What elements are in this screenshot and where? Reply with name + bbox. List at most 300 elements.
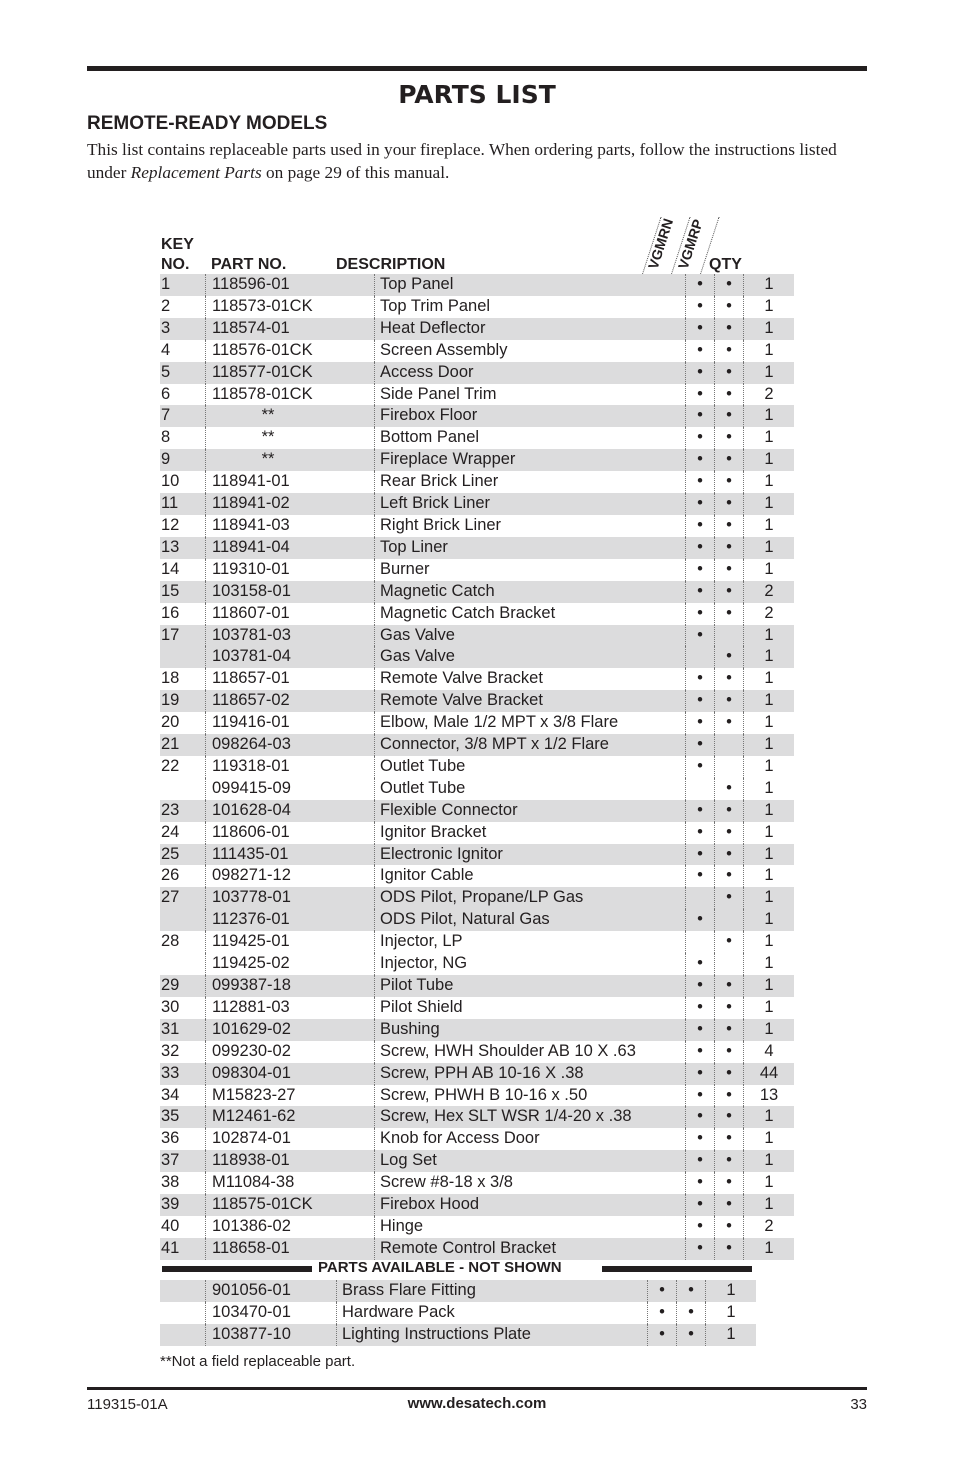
footer-doc-number: 119315-01A (87, 1396, 168, 1413)
qty-cell: 1 (744, 1172, 795, 1194)
model-vgmrp-cell: • (715, 997, 744, 1019)
model-vgmrn-cell: • (648, 1302, 677, 1324)
key-cell: 36 (161, 1129, 180, 1148)
model-vgmrn-cell: • (686, 690, 715, 712)
key-cell (160, 778, 206, 800)
qty-cell: 1 (744, 1194, 795, 1216)
part-number-cell: 119425-02 (206, 953, 375, 975)
model-vgmrn-cell: • (686, 756, 715, 778)
model-vgmrp-cell: • (715, 822, 744, 844)
table-row (160, 646, 794, 668)
model-vgmrn-cell: • (686, 515, 715, 537)
part-number-cell: 118941-01 (206, 471, 375, 493)
model-vgmrp-cell: • (715, 1216, 744, 1238)
description-cell: Log Set (375, 1150, 686, 1172)
table-row (160, 384, 794, 406)
key-cell: 10 (161, 472, 180, 491)
model-vgmrp-cell: • (715, 362, 744, 384)
description-cell: Top Panel (375, 274, 686, 296)
model-vgmrp-cell (715, 734, 744, 756)
key-cell: 16 (161, 603, 180, 622)
key-cell (160, 953, 206, 975)
model-vgmrp-cell: • (715, 537, 744, 559)
table-row (160, 822, 794, 844)
part-number-cell: 103781-04 (206, 646, 375, 668)
part-number-cell: M12461-62 (206, 1106, 375, 1128)
description-cell: Gas Valve (375, 646, 686, 668)
model-vgmrn-cell: • (686, 274, 715, 296)
description-cell: Heat Deflector (375, 318, 686, 340)
model-vgmrp-cell (715, 953, 744, 975)
header-description: DESCRIPTION (336, 256, 446, 273)
key-cell (160, 909, 206, 931)
part-number-cell: 118941-04 (206, 537, 375, 559)
table-row (160, 427, 794, 449)
description-cell: Bottom Panel (375, 427, 686, 449)
model-vgmrp-cell: • (715, 274, 744, 296)
description-cell: Elbow, Male 1/2 MPT x 3/8 Flare (375, 712, 686, 734)
model-vgmrn-cell: • (648, 1280, 677, 1302)
qty-cell: 1 (706, 1280, 757, 1302)
qty-cell: 1 (744, 1106, 795, 1128)
model-vgmrn-cell: • (686, 1172, 715, 1194)
qty-cell: 1 (744, 668, 795, 690)
part-number-cell: 103778-01 (206, 887, 375, 909)
divider-bar-left (162, 1266, 312, 1272)
part-number-cell: 118607-01 (206, 603, 375, 625)
key-cell: 26 (161, 866, 180, 885)
part-number-cell: 098271-12 (206, 865, 375, 887)
model-vgmrn-cell: • (648, 1324, 677, 1346)
model-vgmrn-cell: • (686, 340, 715, 362)
model-vgmrn-cell: • (686, 384, 715, 406)
key-cell: 32 (161, 1041, 180, 1060)
qty-cell: 1 (744, 362, 795, 384)
table-row (160, 559, 794, 581)
model-vgmrp-cell: • (715, 1085, 744, 1107)
description-cell: Screw, Hex SLT WSR 1/4-20 x .38 (375, 1106, 686, 1128)
intro-paragraph (87, 138, 877, 184)
qty-cell: 1 (744, 646, 795, 668)
model-vgmrn-cell: • (686, 1063, 715, 1085)
description-cell: Magnetic Catch Bracket (375, 603, 686, 625)
model-vgmrp-cell: • (715, 1150, 744, 1172)
table-row (160, 1216, 794, 1238)
model-vgmrn-cell: • (686, 1019, 715, 1041)
intro-italic-link: Replacement Parts (130, 163, 262, 182)
model-vgmrn-cell: • (686, 822, 715, 844)
intro-text-1: This list contains replaceable parts used in your fireplace. When ordering parts, follow the instructions listed under (87, 140, 837, 182)
key-cell: 25 (160, 844, 206, 866)
key-cell: 5 (160, 362, 206, 384)
model-vgmrp-cell: • (677, 1280, 706, 1302)
model-vgmrp-cell: • (715, 887, 744, 909)
description-cell: Screw, PPH AB 10-16 X .38 (375, 1063, 686, 1085)
part-number-cell: M11084-38 (206, 1172, 375, 1194)
model-vgmrn-cell: • (686, 625, 715, 647)
model-vgmrn-cell: • (686, 559, 715, 581)
table-row (160, 931, 794, 953)
model-vgmrp-cell: • (715, 646, 744, 668)
part-number-cell: 118941-02 (206, 493, 375, 515)
table-row (160, 887, 794, 909)
description-cell: ODS Pilot, Propane/LP Gas (375, 887, 686, 909)
table-row (160, 1194, 794, 1216)
table-row (160, 362, 794, 384)
model-vgmrp-cell: • (715, 975, 744, 997)
table-row (160, 515, 794, 537)
part-number-cell: 099387-18 (206, 975, 375, 997)
table-row (160, 274, 794, 296)
key-cell: 21 (160, 734, 206, 756)
model-vgmrp-cell: • (677, 1302, 706, 1324)
qty-cell: 2 (744, 581, 795, 603)
table-row (160, 1019, 794, 1041)
part-number-cell: 101629-02 (206, 1019, 375, 1041)
qty-cell: 1 (744, 800, 795, 822)
model-vgmrp-cell: • (715, 1106, 744, 1128)
qty-cell: 2 (744, 384, 795, 406)
part-number-cell: 118938-01 (206, 1150, 375, 1172)
header-model-vgmrp: VGMRP (674, 217, 706, 271)
qty-cell: 1 (706, 1302, 757, 1324)
model-vgmrn-cell: • (686, 865, 715, 887)
model-vgmrp-cell: • (715, 668, 744, 690)
qty-cell: 1 (744, 865, 795, 887)
model-vgmrp-cell: • (715, 515, 744, 537)
model-vgmrn-cell: • (686, 668, 715, 690)
table-row (160, 493, 794, 515)
qty-cell: 1 (744, 471, 795, 493)
key-cell: 35 (160, 1106, 206, 1128)
model-vgmrn-cell (686, 646, 715, 668)
key-cell: 13 (160, 537, 206, 559)
part-number-cell: 119310-01 (206, 559, 375, 581)
model-vgmrn-cell: • (686, 712, 715, 734)
model-vgmrp-cell: • (715, 865, 744, 887)
qty-cell: 1 (744, 712, 795, 734)
table-row (160, 1128, 794, 1150)
model-vgmrp-cell: • (715, 1128, 744, 1150)
table-row (160, 953, 794, 975)
part-number-cell: 099415-09 (206, 778, 375, 800)
description-cell: Brass Flare Fitting (337, 1280, 648, 1302)
model-vgmrn-cell: • (686, 800, 715, 822)
description-cell: Injector, NG (375, 953, 686, 975)
description-cell: Bushing (375, 1019, 686, 1041)
model-vgmrp-cell: • (715, 493, 744, 515)
table-row (160, 909, 794, 931)
model-vgmrp-cell: • (715, 1041, 744, 1063)
model-vgmrp-cell: • (715, 1238, 744, 1260)
key-cell: 28 (161, 932, 180, 951)
part-number-cell: 098264-03 (206, 734, 375, 756)
model-vgmrp-cell: • (677, 1324, 706, 1346)
table-row (160, 734, 794, 756)
description-cell: Left Brick Liner (375, 493, 686, 515)
model-vgmrp-cell: • (715, 712, 744, 734)
key-cell: 27 (160, 887, 206, 909)
description-cell: Pilot Shield (375, 997, 686, 1019)
description-cell: Magnetic Catch (375, 581, 686, 603)
model-vgmrp-cell: • (715, 1063, 744, 1085)
table-row (160, 449, 794, 471)
description-cell: Ignitor Cable (375, 865, 686, 887)
description-cell: Pilot Tube (375, 975, 686, 997)
key-cell: 3 (160, 318, 206, 340)
table-row (160, 296, 794, 318)
model-vgmrp-cell (715, 756, 744, 778)
description-cell: Remote Control Bracket (375, 1238, 686, 1260)
qty-cell: 1 (744, 296, 795, 318)
description-cell: Fireplace Wrapper (375, 449, 686, 471)
key-cell: 6 (161, 384, 171, 403)
key-cell (160, 1302, 206, 1324)
model-vgmrp-cell: • (715, 1172, 744, 1194)
part-number-cell: 118606-01 (206, 822, 375, 844)
model-vgmrp-cell: • (715, 690, 744, 712)
model-vgmrn-cell: • (686, 581, 715, 603)
description-cell: Knob for Access Door (375, 1128, 686, 1150)
model-vgmrn-cell: • (686, 493, 715, 515)
model-vgmrn-cell (686, 778, 715, 800)
qty-cell: 1 (744, 515, 795, 537)
intro-text-2: on page 29 of this manual. (261, 163, 450, 182)
key-cell: 9 (160, 449, 206, 471)
qty-cell: 1 (744, 778, 795, 800)
qty-cell: 2 (744, 1216, 795, 1238)
qty-cell: 1 (744, 537, 795, 559)
parts-table (160, 274, 794, 1260)
part-number-cell: ** (206, 427, 375, 449)
qty-cell: 1 (706, 1324, 757, 1346)
table-row (160, 1238, 794, 1260)
part-number-cell: 118657-02 (206, 690, 375, 712)
part-number-cell: 102874-01 (206, 1128, 375, 1150)
key-cell: 37 (160, 1150, 206, 1172)
model-vgmrn-cell: • (686, 1216, 715, 1238)
description-cell: Electronic Ignitor (375, 844, 686, 866)
model-vgmrp-cell: • (715, 1194, 744, 1216)
qty-cell: 13 (744, 1085, 795, 1107)
description-cell: Remote Valve Bracket (375, 668, 686, 690)
qty-cell: 1 (744, 405, 795, 427)
part-number-cell: 118658-01 (206, 1238, 375, 1260)
model-vgmrp-cell: • (715, 1019, 744, 1041)
qty-cell: 1 (744, 340, 795, 362)
table-row (160, 712, 794, 734)
qty-cell: 44 (744, 1063, 795, 1085)
description-cell: Outlet Tube (375, 778, 686, 800)
qty-cell: 1 (744, 274, 795, 296)
model-vgmrn-cell: • (686, 603, 715, 625)
table-row (160, 1324, 756, 1346)
part-number-cell: 118657-01 (206, 668, 375, 690)
key-cell: 30 (161, 997, 180, 1016)
header-model-vgmrn: VGMRN (644, 216, 677, 271)
part-number-cell: 119416-01 (206, 712, 375, 734)
part-number-cell: 112376-01 (206, 909, 375, 931)
top-rule (87, 66, 867, 71)
part-number-cell: 103470-01 (206, 1302, 337, 1324)
model-vgmrp-cell: • (715, 405, 744, 427)
part-number-cell: 118941-03 (206, 515, 375, 537)
key-cell: 41 (160, 1238, 206, 1260)
part-number-cell: 118574-01 (206, 318, 375, 340)
qty-cell: 1 (744, 844, 795, 866)
table-row (160, 1150, 794, 1172)
bottom-rule (87, 1387, 867, 1390)
table-row (160, 668, 794, 690)
table-row (160, 800, 794, 822)
model-vgmrp-cell: • (715, 581, 744, 603)
description-cell: Remote Valve Bracket (375, 690, 686, 712)
description-cell: Screw, PHWH B 10-16 x .50 (375, 1085, 686, 1107)
header-part-no: PART NO. (211, 256, 287, 273)
model-vgmrn-cell: • (686, 1041, 715, 1063)
key-cell: 7 (160, 405, 206, 427)
part-number-cell: 111435-01 (206, 844, 375, 866)
part-number-cell: 098304-01 (206, 1063, 375, 1085)
model-vgmrp-cell (715, 909, 744, 931)
part-number-cell: 112881-03 (206, 997, 375, 1019)
qty-cell: 1 (744, 756, 795, 778)
qty-cell: 1 (744, 427, 795, 449)
description-cell: Outlet Tube (375, 756, 686, 778)
part-number-cell: 118575-01CK (206, 1194, 375, 1216)
description-cell: Screen Assembly (375, 340, 686, 362)
key-cell: 31 (160, 1019, 206, 1041)
description-cell: Connector, 3/8 MPT x 1/2 Flare (375, 734, 686, 756)
key-cell: 40 (161, 1216, 180, 1235)
part-number-cell: 901056-01 (206, 1280, 337, 1302)
table-row (160, 405, 794, 427)
model-vgmrp-cell: • (715, 931, 744, 953)
description-cell: Flexible Connector (375, 800, 686, 822)
key-cell: 11 (160, 493, 206, 515)
key-cell: 14 (161, 559, 180, 578)
model-vgmrn-cell: • (686, 1128, 715, 1150)
table-row (160, 1172, 794, 1194)
description-cell: Lighting Instructions Plate (337, 1324, 648, 1346)
key-cell: 20 (161, 713, 180, 732)
model-vgmrp-cell (715, 625, 744, 647)
qty-cell: 1 (744, 909, 795, 931)
qty-cell: 1 (744, 997, 795, 1019)
qty-cell: 1 (744, 1150, 795, 1172)
model-vgmrp-cell: • (715, 340, 744, 362)
qty-cell: 1 (744, 1238, 795, 1260)
description-cell: Right Brick Liner (375, 515, 686, 537)
description-cell: Top Liner (375, 537, 686, 559)
table-row (160, 1280, 756, 1302)
key-cell: 24 (161, 822, 180, 841)
model-vgmrp-cell: • (715, 296, 744, 318)
key-cell: 38 (161, 1173, 180, 1192)
part-number-cell: 118573-01CK (206, 296, 375, 318)
description-cell: Screw #8-18 x 3/8 (375, 1172, 686, 1194)
key-cell (160, 1324, 206, 1346)
key-cell (160, 646, 206, 668)
model-vgmrn-cell (686, 887, 715, 909)
model-vgmrp-cell: • (715, 559, 744, 581)
model-vgmrn-cell: • (686, 909, 715, 931)
part-number-cell: 119425-01 (206, 931, 375, 953)
table-row (160, 1085, 794, 1107)
page-title: PARTS LIST (398, 80, 556, 109)
description-cell: Ignitor Bracket (375, 822, 686, 844)
key-cell (160, 1280, 206, 1302)
section-subtitle: REMOTE-READY MODELS (87, 113, 328, 134)
model-vgmrn-cell: • (686, 362, 715, 384)
qty-cell: 1 (744, 1019, 795, 1041)
part-number-cell: 118578-01CK (206, 384, 375, 406)
table-row (160, 844, 794, 866)
table-row (160, 340, 794, 362)
description-cell: Burner (375, 559, 686, 581)
part-number-cell: ** (206, 405, 375, 427)
divider-bar-right (602, 1266, 752, 1272)
table-row (160, 603, 794, 625)
description-cell: Top Trim Panel (375, 296, 686, 318)
part-number-cell: 101386-02 (206, 1216, 375, 1238)
qty-cell: 1 (744, 931, 795, 953)
part-number-cell: 118577-01CK (206, 362, 375, 384)
table-row (160, 997, 794, 1019)
model-vgmrp-cell: • (715, 471, 744, 493)
model-vgmrn-cell: • (686, 1085, 715, 1107)
part-number-cell: 118576-01CK (206, 340, 375, 362)
table-row (160, 318, 794, 340)
model-vgmrn-cell: • (686, 1150, 715, 1172)
table-row (160, 1041, 794, 1063)
model-vgmrn-cell: • (686, 537, 715, 559)
key-cell: 4 (161, 340, 171, 359)
key-cell: 2 (161, 296, 171, 315)
description-cell: Firebox Hood (375, 1194, 686, 1216)
part-number-cell: 119318-01 (206, 756, 375, 778)
qty-cell: 2 (744, 603, 795, 625)
table-row (160, 537, 794, 559)
qty-cell: 1 (744, 625, 795, 647)
model-vgmrn-cell: • (686, 844, 715, 866)
part-number-cell: 103158-01 (206, 581, 375, 603)
model-vgmrn-cell: • (686, 449, 715, 471)
footer-website: www.desatech.com (407, 1395, 547, 1412)
qty-cell: 1 (744, 887, 795, 909)
header-key (161, 235, 194, 275)
header-key-line2: NO. (161, 256, 190, 273)
key-cell: 12 (161, 515, 180, 534)
header-key-line1: KEY (161, 236, 194, 253)
table-row (160, 756, 794, 778)
table-row (160, 865, 794, 887)
part-number-cell: ** (206, 449, 375, 471)
model-vgmrn-cell: • (686, 296, 715, 318)
key-cell: 33 (160, 1063, 206, 1085)
key-cell: 23 (160, 800, 206, 822)
part-number-cell: 118596-01 (206, 274, 375, 296)
model-vgmrn-cell: • (686, 997, 715, 1019)
footnote: **Not a field replaceable part. (160, 1353, 356, 1370)
model-vgmrn-cell: • (686, 1238, 715, 1260)
table-row (160, 581, 794, 603)
description-cell: Injector, LP (375, 931, 686, 953)
model-vgmrn-cell: • (686, 1106, 715, 1128)
key-cell: 18 (161, 669, 180, 688)
model-vgmrp-cell: • (715, 844, 744, 866)
header-qty: QTY (709, 256, 742, 273)
